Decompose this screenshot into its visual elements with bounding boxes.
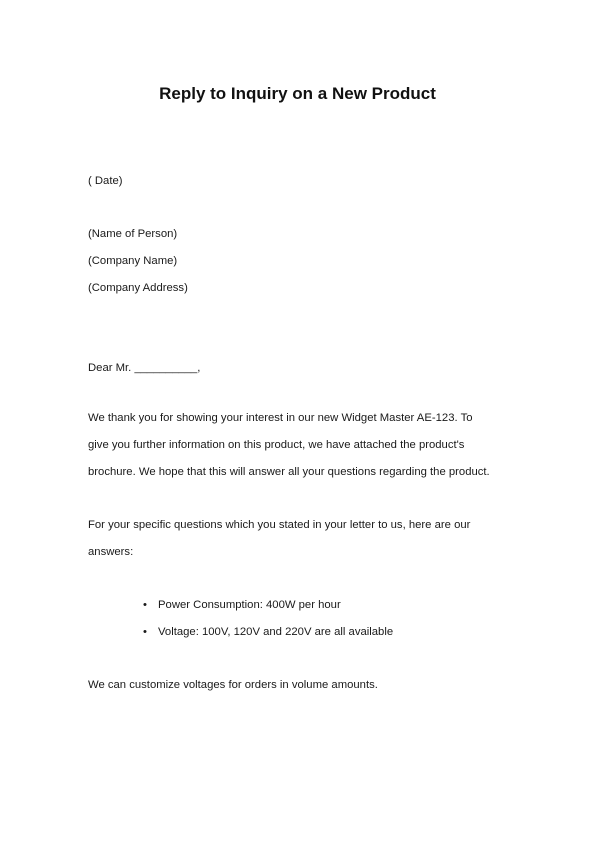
paragraph2-line: For your specific questions which you stated in your letter to us, here are our xyxy=(88,519,471,531)
recipient-name: (Name of Person) xyxy=(88,228,178,240)
bullet-icon: • xyxy=(143,626,147,638)
paragraph3: We can customize voltages for orders in volume amounts. xyxy=(88,679,378,691)
document-title: Reply to Inquiry on a New Product xyxy=(159,84,436,103)
recipient-company: (Company Name) xyxy=(88,255,178,267)
list-item-text: Voltage: 100V, 120V and 220V are all available xyxy=(158,626,394,638)
list-item xyxy=(140,598,393,625)
recipient-address: (Company Address) xyxy=(88,282,188,294)
salutation: Dear Mr. __________, xyxy=(88,362,201,374)
paragraph1-line: We thank you for showing your interest in our new Widget Master AE-123. To xyxy=(88,412,473,424)
answers-list xyxy=(140,598,393,652)
list-item xyxy=(140,625,393,652)
paragraph1-line: brochure. We hope that this will answer all your questions regarding the product. xyxy=(88,466,490,478)
bullet-icon: • xyxy=(143,599,147,611)
paragraph2-line: answers: xyxy=(88,546,134,558)
list-item-text: Power Consumption: 400W per hour xyxy=(158,599,341,611)
paragraph1-line: give you further information on this product, we have attached the product's xyxy=(88,439,465,451)
date-line: ( Date) xyxy=(88,175,123,187)
